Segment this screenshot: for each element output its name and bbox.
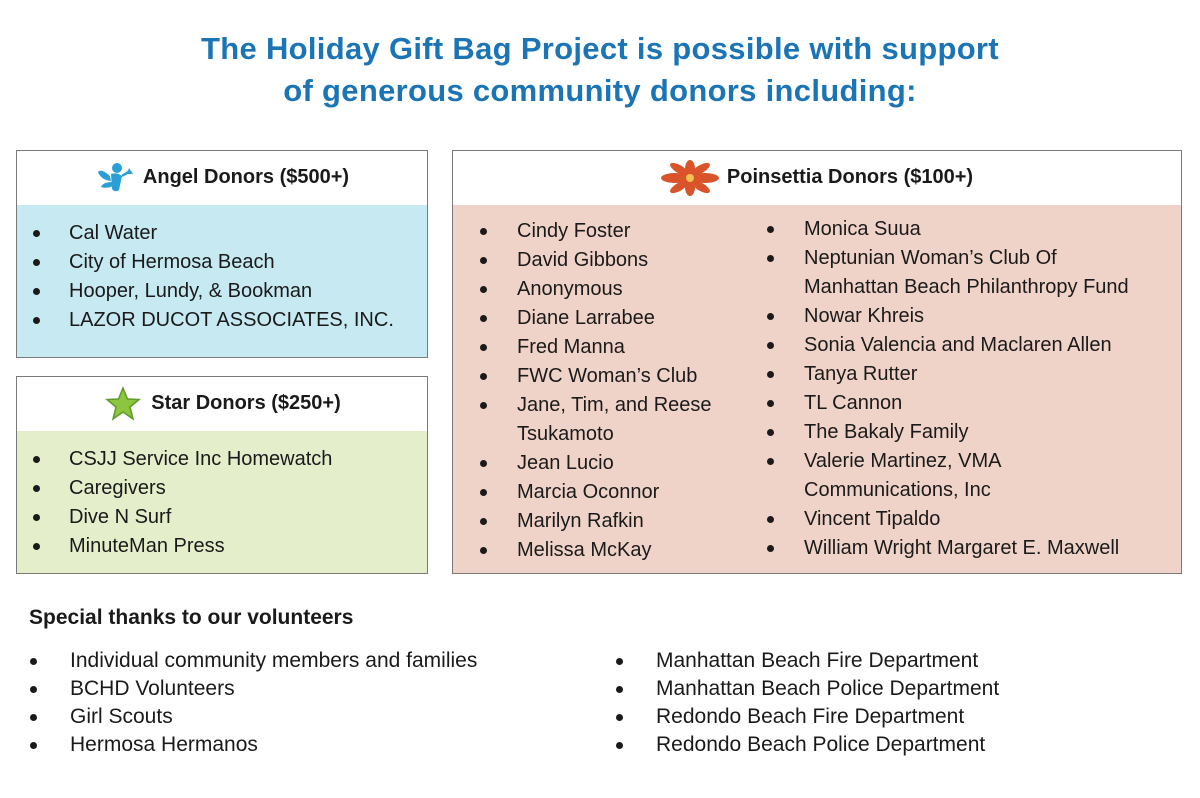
angel-donors-title: Angel Donors ($500+) <box>142 166 350 188</box>
volunteers-list-col-2 <box>602 647 999 759</box>
list-item: Individual community members and families <box>16 647 477 675</box>
poinsettia-donors-header <box>453 151 1181 204</box>
list-item: CSJJ Service Inc Homewatch <box>17 445 427 474</box>
list-item: Jane, Tim, and Reese Tsukamoto <box>453 391 712 449</box>
angel-donors-header <box>17 151 427 204</box>
list-item: Hooper, Lundy, & Bookman <box>17 277 427 306</box>
list-item: Valerie Martinez, VMA Communications, Inc <box>740 447 1129 505</box>
poinsettia-donors-list-area <box>453 205 1181 573</box>
angel-donors-list-area <box>17 205 427 357</box>
angel-donors-list <box>17 219 427 335</box>
list-item: Tanya Rutter <box>740 360 1129 389</box>
list-item: LAZOR DUCOT ASSOCIATES, INC. <box>17 306 427 335</box>
list-item: Jean Lucio <box>453 449 712 478</box>
list-item: Marcia Oconnor <box>453 478 712 507</box>
headline-line-1: The Holiday Gift Bag Project is possible with support <box>201 31 999 66</box>
list-item: Melissa McKay <box>453 536 712 565</box>
list-item: Neptunian Woman’s Club Of Manhattan Beach Philanthropy Fund <box>740 244 1129 302</box>
list-item: TL Cannon <box>740 389 1129 418</box>
volunteers-list-col-1 <box>16 647 477 759</box>
poinsettia-donors-list-col-2 <box>740 215 1129 563</box>
list-item: Caregivers <box>17 474 427 503</box>
list-item: Vincent Tipaldo <box>740 505 1129 534</box>
star-donors-title: Star Donors ($250+) <box>151 392 341 414</box>
list-item: FWC Woman’s Club <box>453 362 712 391</box>
list-item: Nowar Khreis <box>740 302 1129 331</box>
star-donors-header <box>17 377 427 430</box>
list-item: Anonymous <box>453 275 712 304</box>
list-item: Redondo Beach Police Department <box>602 731 999 759</box>
poinsettia-donors-list-col-1 <box>453 217 712 565</box>
list-item: BCHD Volunteers <box>16 675 477 703</box>
list-item: The Bakaly Family <box>740 418 1129 447</box>
list-item: City of Hermosa Beach <box>17 248 427 277</box>
list-item: Hermosa Hermanos <box>16 731 477 759</box>
headline-line-2: of generous community donors including: <box>283 73 917 108</box>
list-item: Marilyn Rafkin <box>453 507 712 536</box>
list-item: Girl Scouts <box>16 703 477 731</box>
list-item: Fred Manna <box>453 333 712 362</box>
poinsettia-donors-title: Poinsettia Donors ($100+) <box>726 166 974 188</box>
list-item: MinuteMan Press <box>17 532 427 561</box>
star-donors-box <box>16 376 428 574</box>
angel-donors-box <box>16 150 428 358</box>
star-donors-list <box>17 445 427 561</box>
list-item: Monica Suua <box>740 215 1129 244</box>
poinsettia-donors-box <box>452 150 1182 574</box>
angel-icon <box>95 160 135 196</box>
list-item: Manhattan Beach Fire Department <box>602 647 999 675</box>
list-item: Diane Larrabee <box>453 304 712 333</box>
page-headline <box>0 28 1200 112</box>
list-item: Sonia Valencia and Maclaren Allen <box>740 331 1129 360</box>
volunteers-title: Special thanks to our volunteers <box>29 606 354 629</box>
list-item: David Gibbons <box>453 246 712 275</box>
list-item: Redondo Beach Fire Department <box>602 703 999 731</box>
list-item: Manhattan Beach Police Department <box>602 675 999 703</box>
list-item: Cal Water <box>17 219 427 248</box>
star-icon <box>103 386 143 422</box>
list-item: Cindy Foster <box>453 217 712 246</box>
poinsettia-icon <box>661 160 719 196</box>
list-item: Dive N Surf <box>17 503 427 532</box>
star-donors-list-area <box>17 431 427 573</box>
list-item: William Wright Margaret E. Maxwell <box>740 534 1129 563</box>
